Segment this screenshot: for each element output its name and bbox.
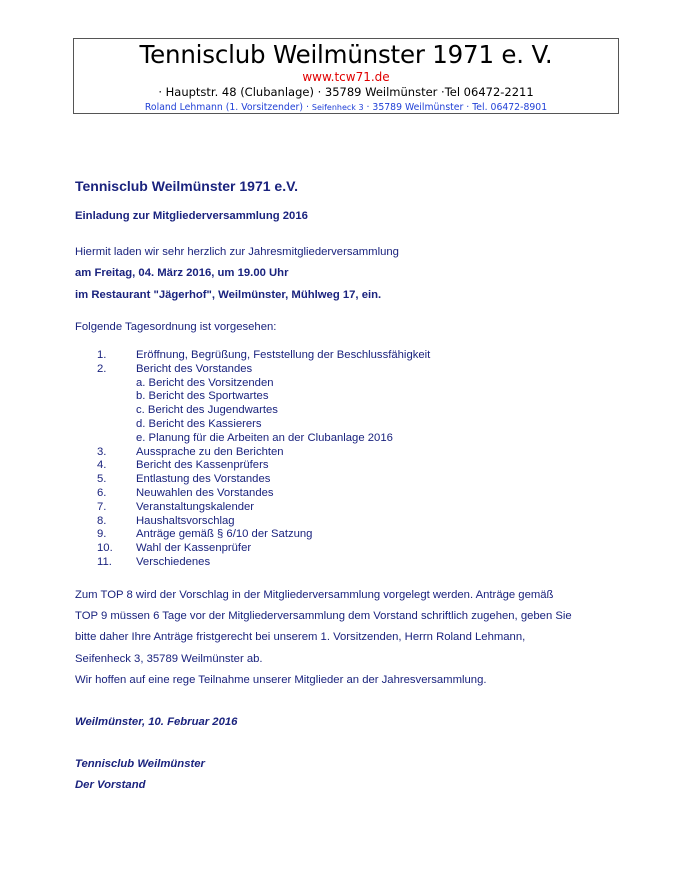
club-name-heading: Tennisclub Weilmünster 1971 e.V. (75, 178, 299, 194)
agenda-item-text: Bericht des Vorstandes (136, 362, 253, 375)
signature-club: Tennisclub Weilmünster (75, 758, 205, 770)
agenda-item-number: 9. (97, 528, 107, 541)
letterhead-title: Tennisclub Weilmünster 1971 e. V. (139, 40, 553, 69)
contact-street: Seifenheck 3 (311, 103, 364, 112)
paragraph-line: Seifenheck 3, 35789 Weilmünster ab. (75, 652, 263, 665)
agenda-item-text: Aussprache zu den Berichten (136, 445, 284, 458)
letter-subject: Einladung zur Mitgliederversammlung 2016 (75, 210, 308, 222)
agenda-item-number: 6. (97, 486, 107, 499)
letterhead (73, 38, 619, 114)
paragraph-line: bitte daher Ihre Anträge fristgerecht bei unserem 1. Vorsitzenden, Herrn Roland Lehmann, (75, 631, 526, 644)
agenda-item-number: 7. (97, 500, 107, 513)
agenda-item-number: 1. (97, 349, 107, 361)
agenda-item-number: 3. (97, 445, 107, 458)
meeting-date: am Freitag, 04. März 2016, um 19.00 Uhr (75, 267, 289, 279)
agenda-item-text: d. Bericht des Kassierers (136, 417, 262, 430)
agenda-item-number: 10. (97, 542, 113, 555)
paragraph-line: Zum TOP 8 wird der Vorschlag in der Mitgliederversammlung vorgelegt werden. Anträge gemäß (75, 589, 554, 601)
meeting-location: im Restaurant "Jägerhof", Weilmünster, Mühlweg 17, ein. (75, 289, 382, 301)
agenda-item-text: e. Planung für die Arbeiten an der Clubanlage 2016 (136, 431, 393, 444)
place-date: Weilmünster, 10. Februar 2016 (75, 716, 238, 728)
paragraph-line: Wir hoffen auf eine rege Teilnahme unserer Mitglieder an der Jahresversammlung. (75, 673, 487, 686)
agenda-item-number: 11. (97, 555, 112, 568)
agenda-item-text: a. Bericht des Vorsitzenden (136, 376, 274, 389)
agenda-item-text: Entlastung des Vorstandes (136, 473, 271, 486)
contact-city-phone: · 35789 Weilmünster · Tel. 06472-8901 (363, 102, 548, 113)
agenda-item-number: 8. (97, 514, 107, 527)
notes-paragraph (75, 585, 635, 691)
letterhead-website: www.tcw71.de (302, 70, 390, 84)
agenda-item-text: Anträge gemäß § 6/10 der Satzung (136, 528, 313, 541)
agenda-item-text: Bericht des Kassenprüfers (136, 459, 269, 472)
agenda-item-text: Wahl der Kassenprüfer (136, 542, 252, 555)
agenda-item-text: Neuwahlen des Vorstandes (136, 486, 274, 499)
letterhead-address: · Hauptstr. 48 (Clubanlage) · 35789 Weilmünster ·Tel 06472-2211 (158, 85, 534, 99)
agenda-item-text: b. Bericht des Sportwartes (136, 390, 269, 403)
agenda-item-text: Eröffnung, Begrüßung, Feststellung der Beschlussfähigkeit (136, 349, 431, 361)
agenda-item-text: Veranstaltungskalender (136, 500, 255, 513)
agenda-item-text: Haushaltsvorschlag (136, 514, 235, 527)
signature-board: Der Vorstand (75, 779, 146, 791)
agenda-intro: Folgende Tagesordnung ist vorgesehen: (75, 321, 277, 333)
paragraph-line: TOP 9 müssen 6 Tage vor der Mitgliederversammlung dem Vorstand schriftlich zugehen, geben Sie (75, 610, 572, 623)
agenda-item-text: Verschiedenes (136, 555, 211, 568)
agenda-item-number: 4. (97, 459, 107, 472)
agenda-item-number: 2. (97, 362, 107, 375)
agenda-item-number: 5. (97, 473, 107, 486)
contact-name: Roland Lehmann (1. Vorsitzender) · (144, 102, 312, 113)
intro-line: Hiermit laden wir sehr herzlich zur Jahresmitgliederversammlung (75, 246, 399, 258)
agenda-item-text: c. Bericht des Jugendwartes (136, 404, 278, 417)
letterhead-contact (74, 101, 618, 114)
